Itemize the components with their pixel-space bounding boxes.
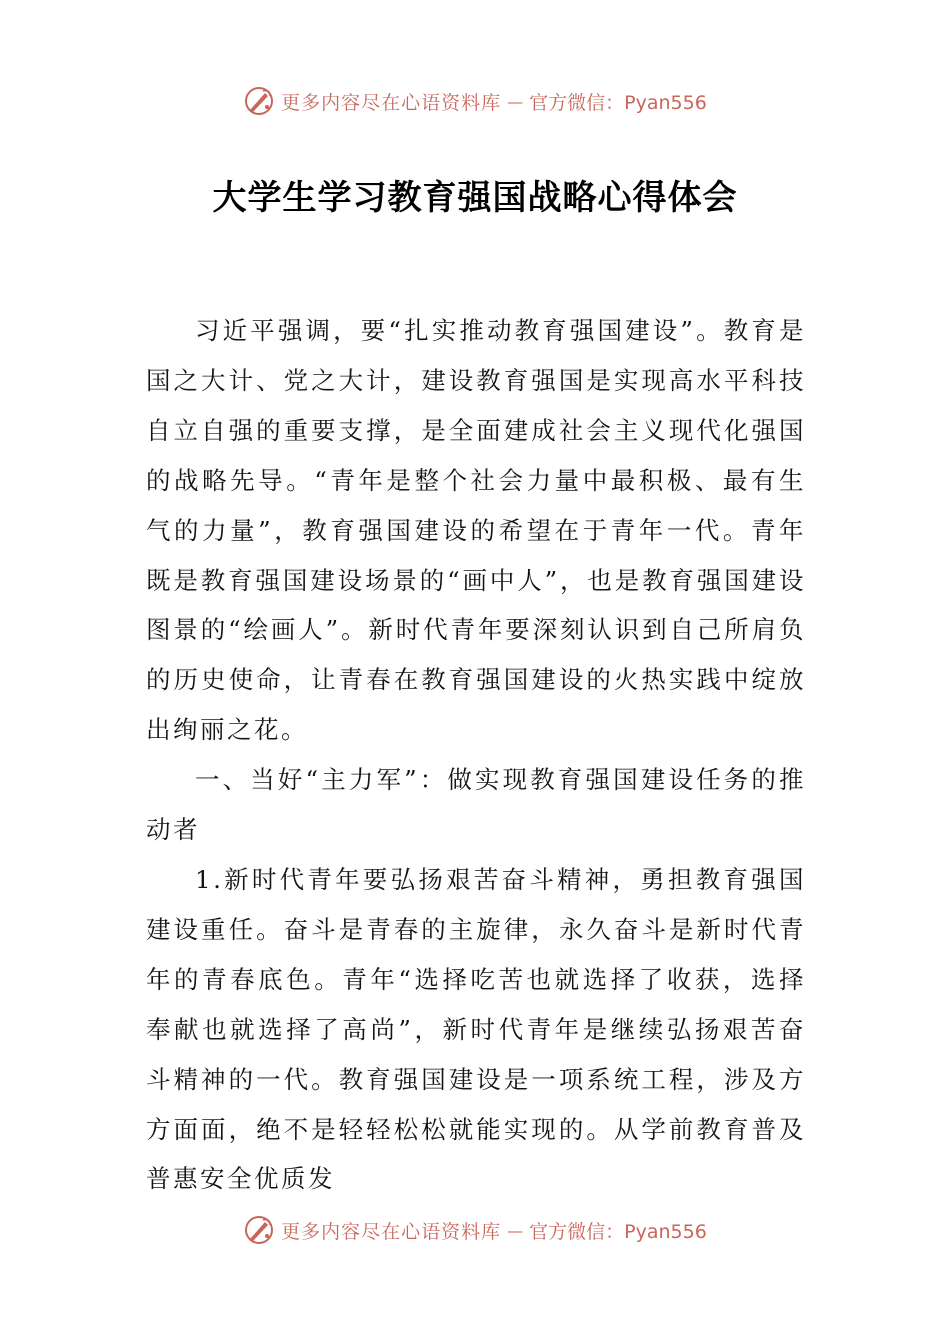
watermark-dash: — [507, 1220, 524, 1240]
watermark-text: 更多内容尽在心语资料库 [281, 1220, 502, 1243]
section-heading: 一、当好“主力军”：做实现教育强国建设任务的推动者 [146, 765, 806, 845]
quill-logo-icon [243, 1214, 275, 1246]
document-title: 大学生学习教育强国战略心得体会 [212, 178, 738, 218]
footer-watermark [0, 1210, 950, 1250]
document-body [146, 306, 806, 1204]
quill-logo-icon [243, 85, 275, 117]
paragraph-point-1: 1.新时代青年要弘扬艰苦奋斗精神，勇担教育强国建设重任。奋斗是青春的主旋律，永久奋斗是新时代青年的青春底色。青年“选择吃苦也就选择了收获，选择奉献也就选择了高尚”，新时代青年是继续弘扬艰苦奋斗精神的一代。教育强国建设是一项系统工程，涉及方方面面，绝不是轻轻松松就能实现的。从学前教育普及普惠安全优质发 [146, 864, 806, 1194]
watermark-text: 更多内容尽在心语资料库 [281, 91, 502, 114]
header-watermark [0, 81, 950, 121]
watermark-contact: 官方微信：Pyan556 [529, 91, 707, 114]
watermark-dash: — [507, 91, 524, 111]
watermark-contact: 官方微信：Pyan556 [529, 1220, 707, 1243]
paragraph-intro: 习近平强调，要“扎实推动教育强国建设”。教育是国之大计、党之大计，建设教育强国是实现高水平科技自立自强的重要支撑，是全面建成社会主义现代化强国的战略先导。“青年是整个社会力量中最积极、最有生气的力量”，教育强国建设的希望在于青年一代。青年既是教育强国建设场景的“画中人”，也是教育强国建设图景的“绘画人”。新时代青年要深刻认识到自己所肩负的历史使命，让青春在教育强国建设的火热实践中绽放出绚丽之花。 [146, 316, 806, 745]
